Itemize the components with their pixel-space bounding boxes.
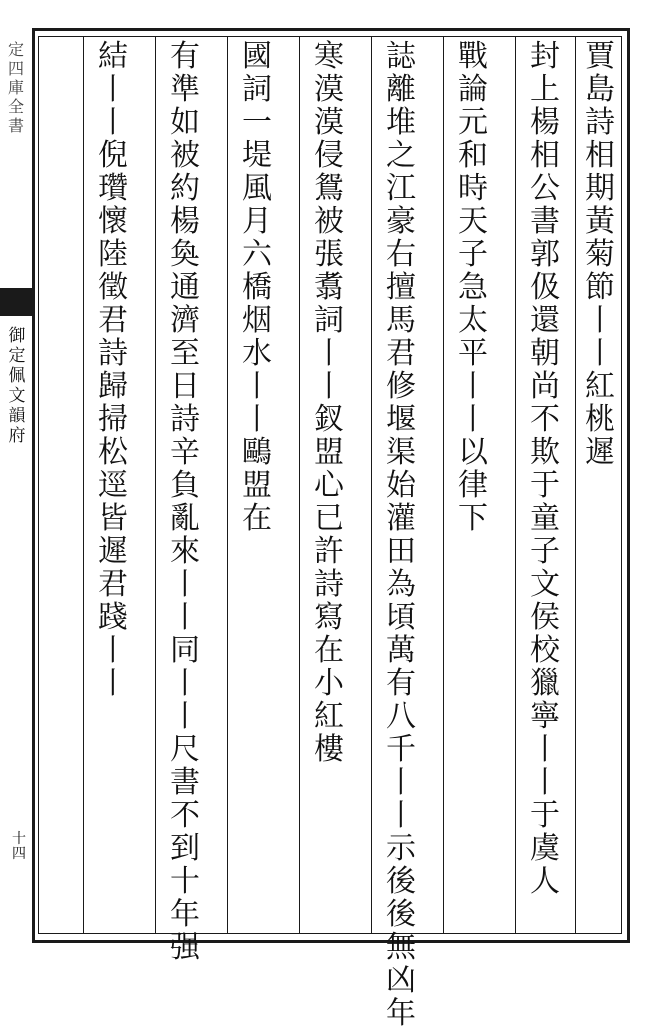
text-column (309, 40, 349, 930)
column-text: 誌 離 堆 之 江 豪 右 擅 馬 君 修 堰 渠 始 灌 田 為 頃 萬 有 八 千 丨 丨 示 後 後 無 凶 年 (386, 39, 416, 1031)
column-text: 國 詞 一 堤 風 月 六 橋 烟 水 丨 丨 鷗 盟 在 (242, 39, 272, 536)
column-rule (443, 36, 444, 934)
column-rule (299, 36, 300, 934)
column-rule (155, 36, 156, 934)
text-column (580, 40, 620, 930)
column-rule (515, 36, 516, 934)
column-rule (227, 36, 228, 934)
text-column (93, 40, 133, 930)
margin-black-tab (0, 288, 34, 316)
margin-faint-text: 定四庫全書 (7, 40, 24, 135)
column-text: 戰 論 元 和 時 天 子 急 太 平 丨 丨 以 律 下 (458, 39, 488, 536)
column-text: 寒 漠 漠 侵 鴛 被 張 翥 詞 丨 丨 釵 盟 心 已 許 詩 寫 在 小 紅 樓 (314, 39, 344, 767)
text-column (381, 39, 421, 1031)
column-text: 有 準 如 被 約 楊 奐 通 濟 至 日 詩 辛 負 亂 來 丨 丨 同 丨 丨 尺 書 不 到 十 年 强 (170, 39, 200, 965)
column-rule (83, 36, 84, 934)
column-text: 封 上 楊 相 公 書 郭 伋 還 朝 尚 不 欺 于 童 子 文 侯 校 獵 寧 丨 丨 于 虞 人 (530, 39, 560, 899)
text-column (165, 39, 205, 965)
column-text: 結 丨 丨 倪 瓚 懷 陸 徵 君 詩 歸 掃 松 逕 皆 遲 君 踐 丨 丨 (98, 39, 128, 701)
text-column (525, 40, 565, 930)
column-rule (575, 36, 576, 934)
margin-title: 御定佩文韻府 (8, 326, 26, 446)
column-rule (371, 36, 372, 934)
text-column (237, 40, 277, 930)
text-column (453, 40, 493, 930)
folio: 十四 (12, 831, 26, 862)
column-text: 賈 島 詩 相 期 黃 菊 節 丨 丨 紅 桃 遲 (585, 39, 615, 470)
